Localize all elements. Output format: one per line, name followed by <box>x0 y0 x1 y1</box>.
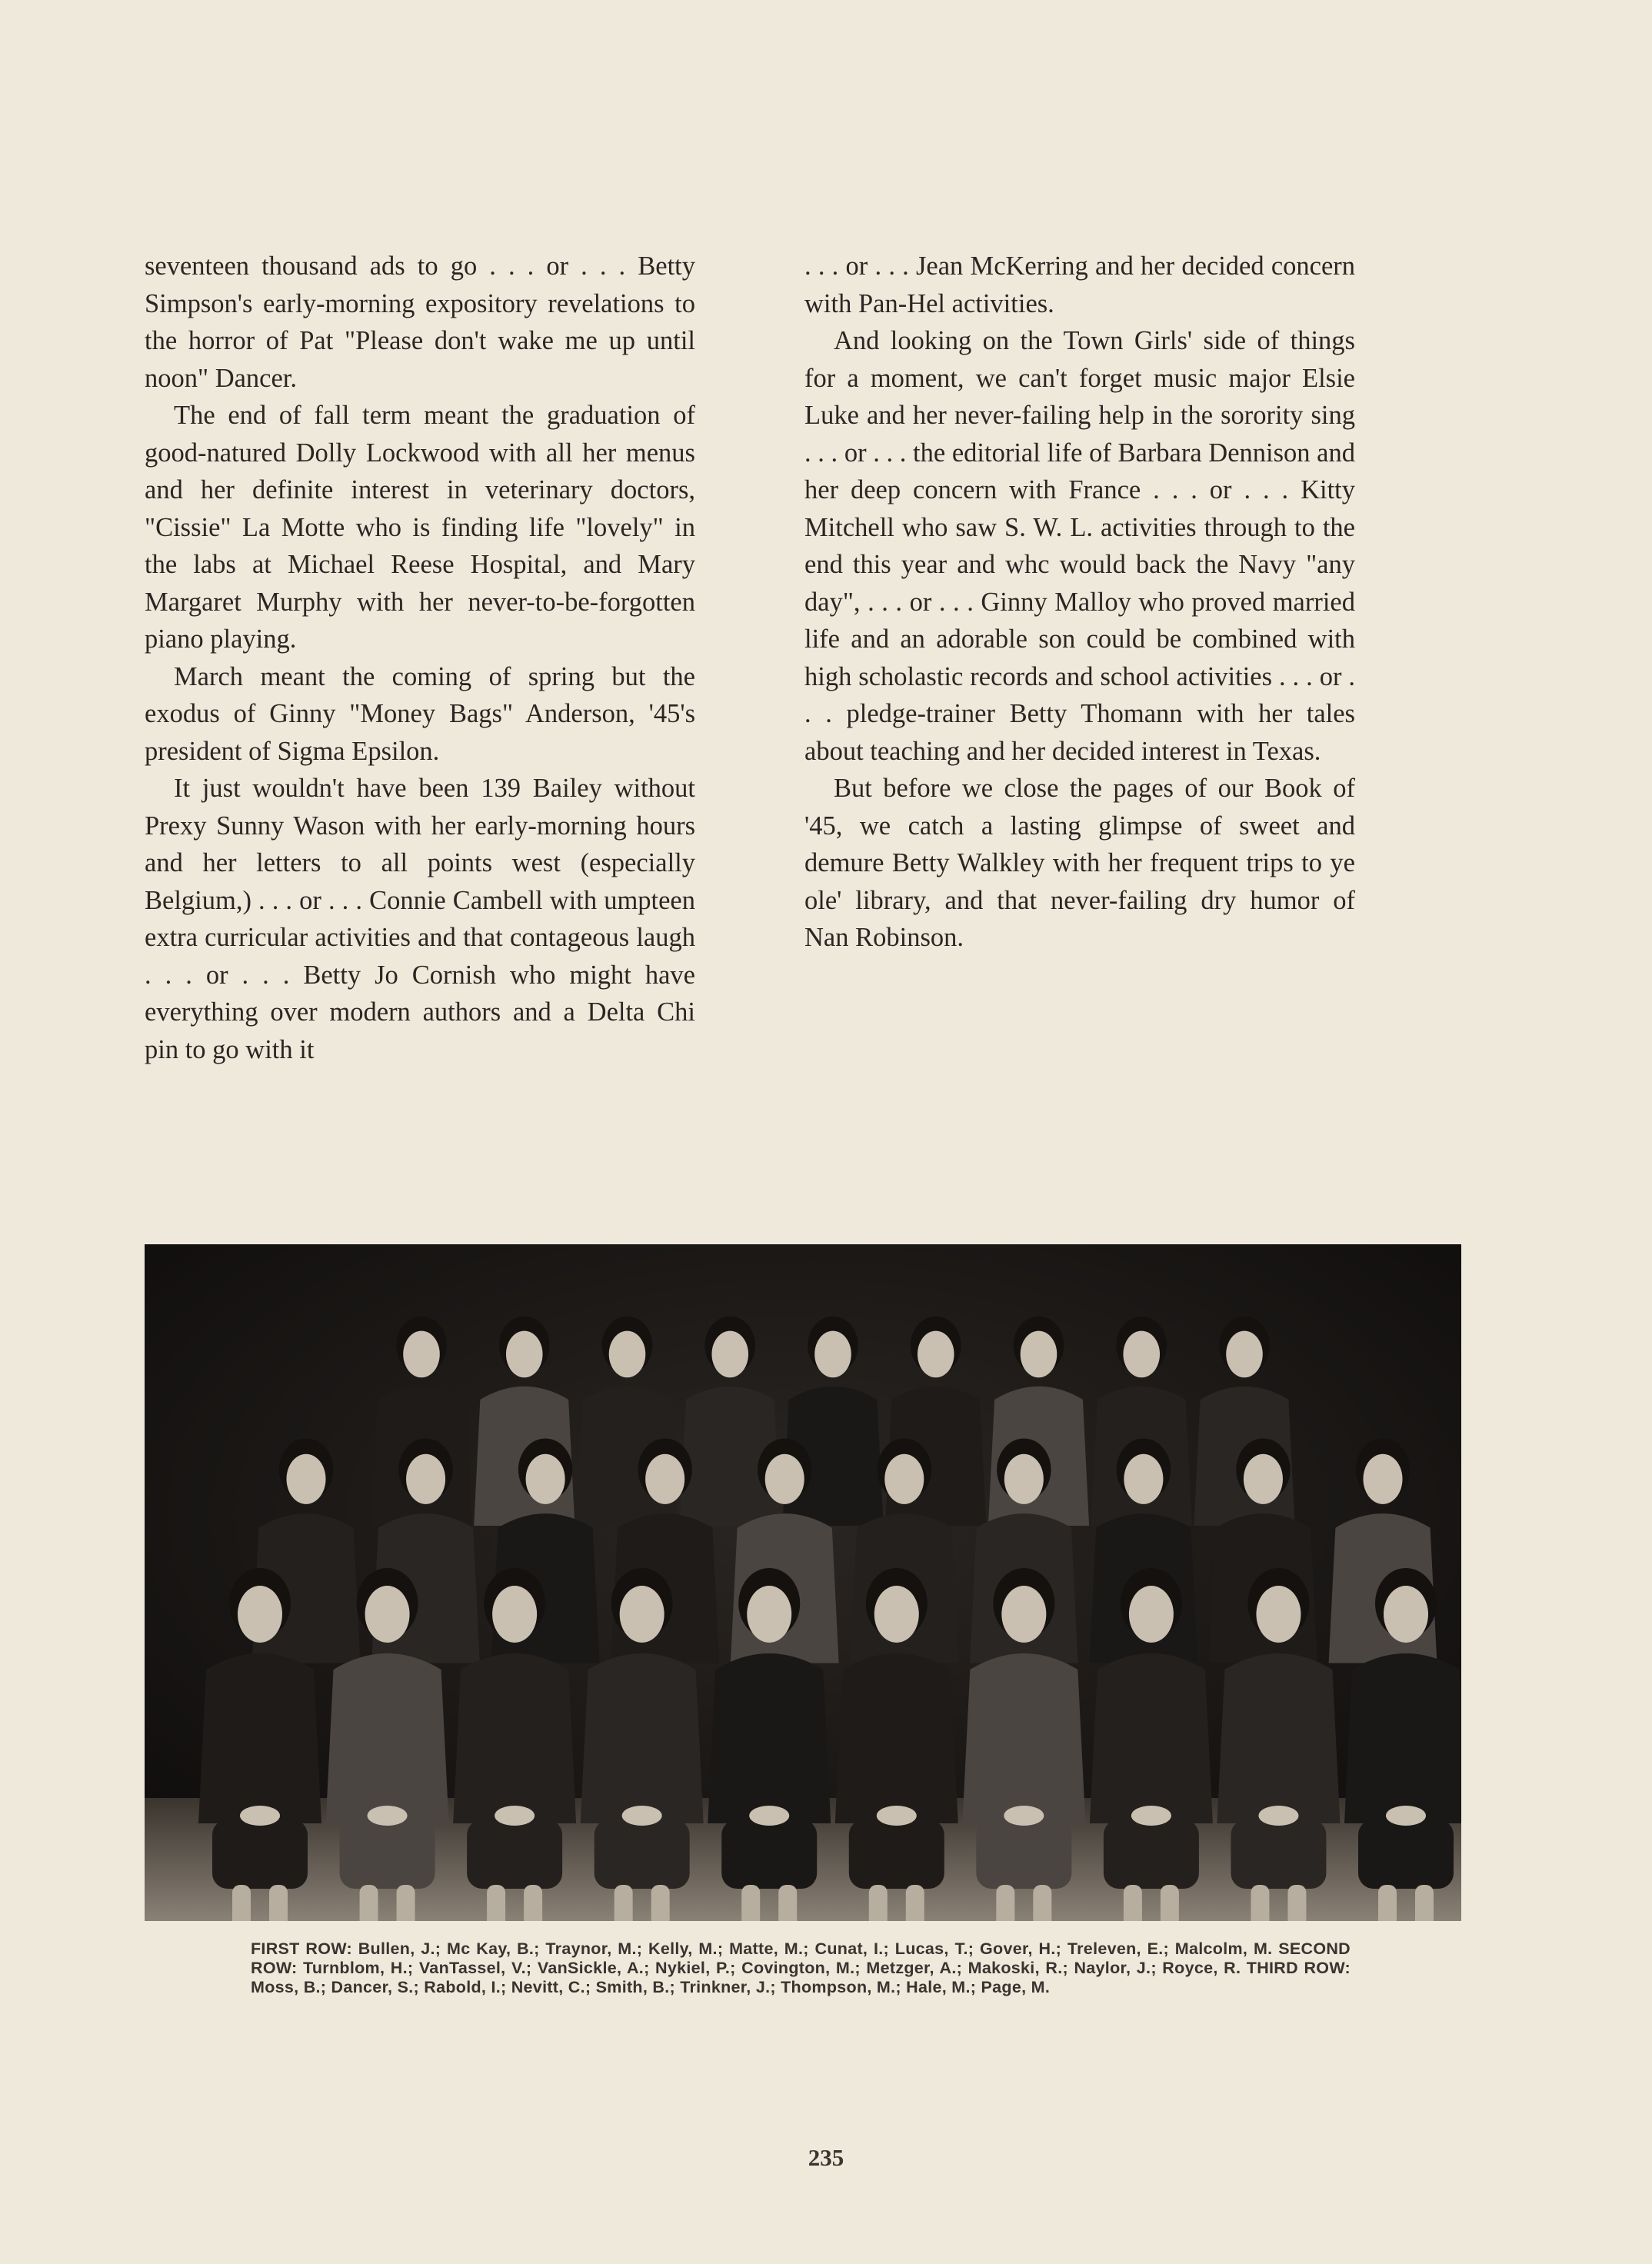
right-paragraph-1: . . . or . . . Jean McKerring and her decided concern with Pan-Hel activities. <box>804 251 1355 318</box>
group-photograph <box>145 1244 1461 1921</box>
left-paragraph-2: The end of fall term meant the graduation of good-natured Dolly Lockwood with all her menus and her definite interest in veterinary doctors, "Cissie" La Motte who is finding life "lovely" in the labs at Michael Reese Hospital, and Mary Margaret Murphy with her never-to-be-forgotten piano playing. <box>145 401 695 654</box>
left-paragraph-3: March meant the coming of spring but the exodus of Ginny "Money Bags" Anderson, '45's president of Sigma Epsilon. <box>145 661 695 766</box>
page-number: 235 <box>808 2144 844 2171</box>
group-photo-illustration <box>145 1244 1461 1921</box>
left-paragraph-4: It just wouldn't have been 139 Bailey without Prexy Sunny Wason with her early-morning hours and her letters to all points west (especially Belgium,) . . . or . . . Connie Cambell with umpteen extra curricular activities and that contageous laugh . . . or . . . Betty Jo Cornish who might have everything over modern authors and a Delta Chi pin to go with it <box>145 774 695 1064</box>
right-text-column <box>804 248 1355 957</box>
right-paragraph-2: And looking on the Town Girls' side of things for a moment, we can't forget music major Elsie Luke and her never-failing help in the sorority sing . . . or . . . the editorial life of Barbara Dennison and her deep concern with France . . . or . . . Kitty Mitchell who saw S. W. L. activities through to the end this year and whc would back the Navy "any day", . . . or . . . Ginny Malloy who proved married life and an adorable son could be combined with high scholastic records and school activities . . . or . . . pledge-trainer Betty Thomann with her tales about teaching and her decided interest in Texas. <box>804 326 1355 766</box>
left-paragraph-1: seventeen thousand ads to go . . . or . . . Betty Simpson's early-morning expository revelations to the horror of Pat "Please don't wake me up until noon" Dancer. <box>145 251 695 393</box>
photo-caption: FIRST ROW: Bullen, J.; Mc Kay, B.; Traynor, M.; Kelly, M.; Matte, M.; Cunat, I.; Lucas, T.; Gover, H.; Treleven, E.; Malcolm, M. SECOND ROW: Turnblom, H.; VanTassel, V.; VanSickle, A.; Nykiel, P.; Covington, M.; Metzger, A.; Makoski, R.; Naylor, J.; Royce, R. THIRD ROW: Moss, B.; Dancer, S.; Rabold, I.; Nevitt, C.; Smith, B.; Trinkner, J.; Thompson, M.; Hale, M.; Page, M. <box>251 1939 1351 1996</box>
right-paragraph-3: But before we close the pages of our Book of '45, we catch a lasting glimpse of sweet and demure Betty Walkley with her frequent trips to ye ole' library, and that never-failing dry humor of Nan Robinson. <box>804 774 1355 952</box>
left-text-column <box>145 248 695 1068</box>
